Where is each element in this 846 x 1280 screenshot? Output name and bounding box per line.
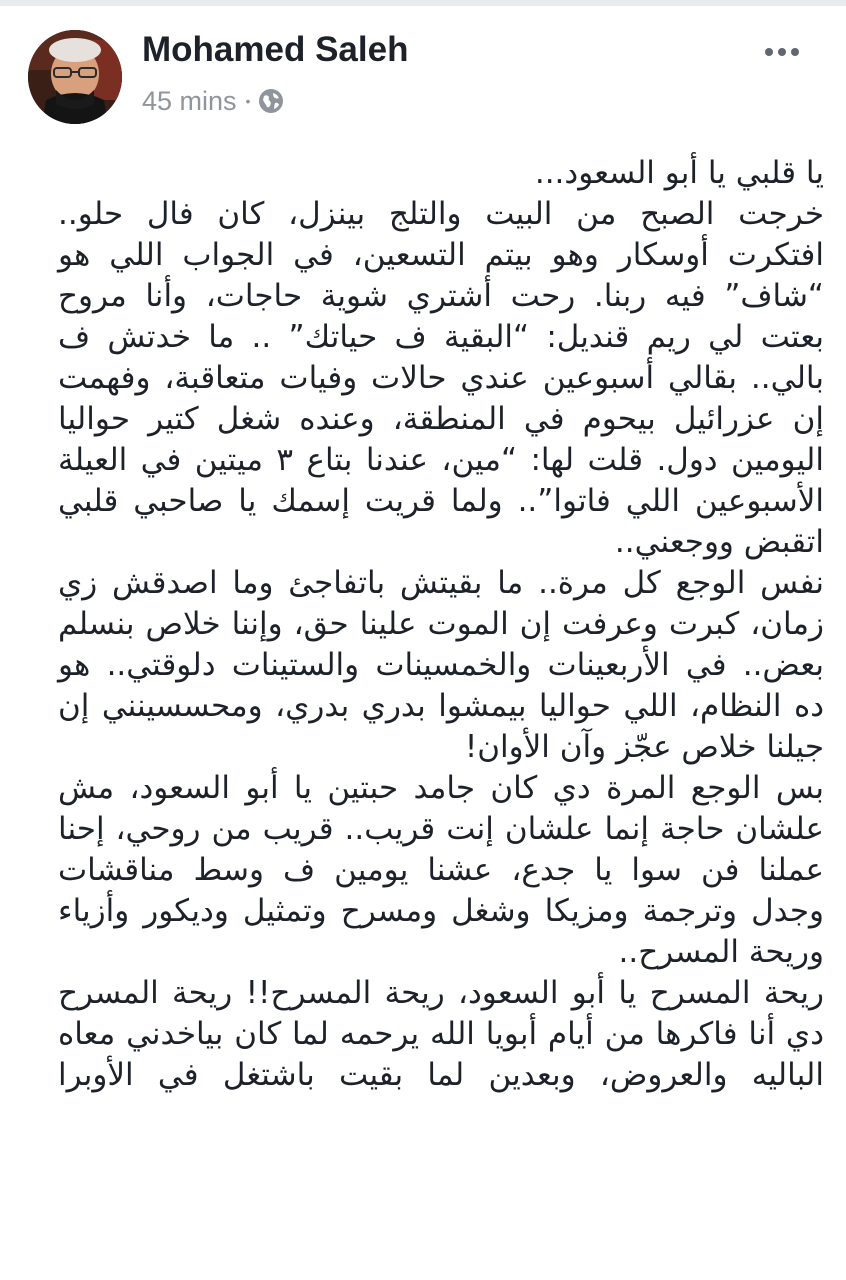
post-text-line: الباليه والعروض، وبعدين لما بقيت باشتغل في الأوبرا xyxy=(58,1057,824,1093)
post-text-line: ده النظام، اللي حواليا بيمشوا بدري بدري، ومحسسينني إن xyxy=(58,688,824,724)
post-time[interactable]: 45 mins xyxy=(142,85,237,116)
more-options-icon[interactable] xyxy=(760,38,804,66)
post-text-line: اليومين دول. قلت لها: “مين، عندنا بتاع ٣ ميتين في العيلة xyxy=(58,442,824,478)
post-text-line: ريحة المسرح يا أبو السعود، ريحة المسرح!! ريحة المسرح xyxy=(58,975,824,1011)
avatar-photo xyxy=(28,30,122,124)
post-text-line: وريحة المسرح.. xyxy=(618,934,824,970)
avatar[interactable] xyxy=(28,30,122,124)
more-dot xyxy=(765,48,773,56)
post-text-line: الأسبوعين اللي فاتوا”.. ولما قريت إسمك يا صاحبي قلبي xyxy=(58,483,824,519)
post-text-line: دي أنا فاكرها من أيام أبويا الله يرحمه لما كان بياخدني معاه xyxy=(58,1016,824,1052)
post-text-line: بس الوجع المرة دي كان جامد حبتين يا أبو السعود، مش xyxy=(58,770,824,806)
post-text-line: علشان حاجة إنما علشان إنت قريب.. قريب من روحي، إحنا xyxy=(58,811,824,847)
globe-icon[interactable] xyxy=(258,88,284,114)
post-text-line: يا قلبي يا أبو السعود... xyxy=(534,155,824,191)
post-text-line: خرجت الصبح من البيت والتلج بينزل، كان فال حلو.. xyxy=(58,196,824,232)
meta-separator: • xyxy=(245,93,251,109)
post-text-line: إن عزرائيل بيحوم في المنطقة، وعنده شغل كتير حواليا xyxy=(58,401,824,437)
more-dot xyxy=(791,48,799,56)
post-text-line: جيلنا خلاص عجّز وآن الأوان! xyxy=(464,729,824,765)
post-text-line: زمان، كبرت وعرفت إن الموت علينا حق، وإننا خلاص بنسلم xyxy=(58,606,824,642)
post-text-line: عملنا فن سوا يا جدع، عشنا يومين ف وسط مناقشات xyxy=(58,852,824,888)
post-text-line: بعتت لي ريم قنديل: “البقية ف حياتك” .. ما خدتش ف xyxy=(58,319,824,355)
post-text-line: افتكرت أوسكار وهو بيتم التسعين، في الجواب اللي هو xyxy=(58,237,824,273)
author-name[interactable]: Mohamed Saleh xyxy=(142,30,409,69)
post-text-line: “شاف” فيه ربنا. رحت أشتري شوية حاجات، وأنا مروح xyxy=(58,278,824,314)
post-text xyxy=(58,153,824,1096)
post-text-line: نفس الوجع كل مرة.. ما بقيتش باتفاجئ وما اصدقش زي xyxy=(58,565,824,601)
post-text-line: وجدل وترجمة ومزيكا وشغل ومسرح وتمثيل وديكور وأزياء xyxy=(58,893,824,929)
more-dot xyxy=(778,48,786,56)
post-text-line: بالي.. بقالي أسبوعين عندي حالات وفيات متعاقبة، وفهمت xyxy=(58,360,824,396)
post-text-line: بعض.. في الأربعينات والخمسينات والستينات دلوقتي.. هو xyxy=(58,647,824,683)
post-meta xyxy=(142,84,284,118)
post-text-line: اتقبض ووجعني.. xyxy=(614,524,824,560)
